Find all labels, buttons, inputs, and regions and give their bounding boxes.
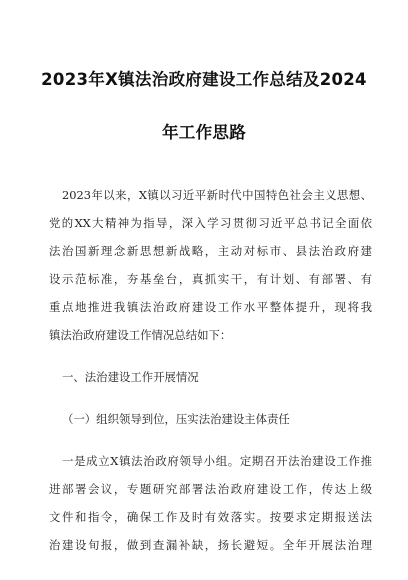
paragraph-2-line-1: 一是成立X镇法治政府领导小组。定期召开法治建设工作推 [62, 454, 372, 468]
paragraph-1-line-3: 法治国新理念新思想新战略，主动对标市、县法治政府建 [49, 244, 372, 258]
paragraph-1-line-5: 重点地推进我镇法治政府建设工作水平整体提升，现将我 [49, 300, 372, 314]
document-title-line-1: 2023年X镇法治政府建设工作总结及2024 [41, 70, 367, 89]
paragraph-2-line-3: 文件和指令，确保工作及时有效落实。按要求定期报送法 [49, 510, 372, 524]
paragraph-1-line-6: 镇法治政府建设工作情况总结如下： [49, 328, 232, 342]
paragraph-2-line-2: 进部署会议，专题研究部署法治政府建设工作，传达上级 [49, 482, 372, 496]
paragraph-1-line-2: 党的XX大精神为指导，深入学习贯彻习近平总书记全面依 [49, 216, 372, 230]
paragraph-2-line-4: 治建设旬报，做到查漏补缺，扬长避短。全年开展法治理 [49, 538, 372, 552]
document-title-line-2: 年工作思路 [162, 123, 246, 142]
section-heading-1: 一、法治建设工作开展情况 [62, 370, 199, 384]
paragraph-1-line-1: 2023年以来，X镇以习近平新时代中国特色社会主义思想、 [62, 188, 372, 202]
subsection-heading-1: （一）组织领导到位，压实法治建设主体责任 [62, 412, 290, 426]
paragraph-1-line-4: 设示范标准，夯基垒台，真抓实干，有计划、有部署、有 [49, 272, 372, 286]
